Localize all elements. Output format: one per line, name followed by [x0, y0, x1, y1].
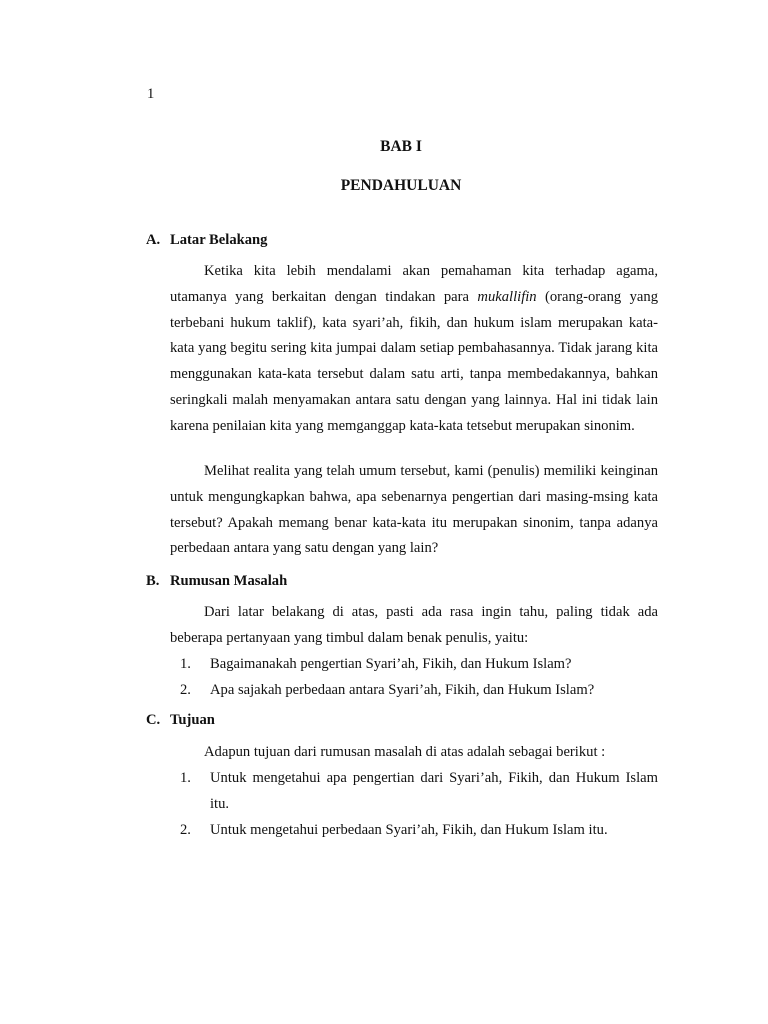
paragraph-latar-belakang-1 — [170, 259, 658, 440]
section-heading-tujuan — [146, 712, 215, 729]
paragraph-text: Ketika kita lebih mendalami akan pemahaman kita terhadap agama, utamanya yang berkaitan dengan tindakan para — [170, 263, 658, 305]
italic-term: mukallifin — [477, 288, 537, 305]
list-item-number: 2. — [180, 681, 191, 698]
section-title: Tujuan — [170, 712, 215, 728]
section-heading-rumusan-masalah — [146, 573, 287, 590]
list-item-text: Apa sajakah perbedaan antara Syari’ah, Fikih, dan Hukum Islam? — [210, 681, 595, 698]
list-item — [180, 818, 658, 844]
paragraph-text: (orang-orang yang terbebani hukum taklif), kata syari’ah, fikih, dan hukum islam merupakan kata-kata yang begitu sering kita jumpai dalam setiap pembahasannya. Tidak jarang kita menggunakan kata-kata tersebut dalam satu arti, tanpa membedakannya, bahkan seringkali malah menyamakan antara satu dengan yang lainnya. Hal ini tidak lain karena penilaian kita yang memganggap kata-kata tetsebut merupakan sinonim. — [170, 288, 658, 434]
paragraph-tujuan — [170, 740, 658, 766]
section-letter: B. — [146, 573, 160, 589]
paragraph-latar-belakang-2 — [170, 459, 658, 562]
section-title: Rumusan Masalah — [170, 573, 288, 589]
list-item-text: Bagaimanakah pengertian Syari’ah, Fikih, dan Hukum Islam? — [210, 656, 572, 672]
list-item — [180, 652, 658, 678]
list-item-number: 2. — [180, 821, 191, 838]
list-item-number: 1. — [180, 656, 191, 672]
list-rumusan-masalah — [180, 652, 658, 704]
list-item-text: Untuk mengetahui apa pengertian dari Syari’ah, Fikih, dan Hukum Islam itu. — [210, 770, 658, 812]
chapter-title: PENDAHULUAN — [340, 177, 462, 194]
section-letter: C. — [146, 712, 161, 728]
list-item — [180, 766, 658, 818]
paragraph-text: Adapun tujuan dari rumusan masalah di atas adalah sebagai berikut : — [204, 744, 606, 760]
page-number: 1 — [147, 86, 155, 102]
section-title: Latar Belakang — [170, 232, 268, 248]
list-tujuan — [180, 766, 658, 843]
list-item-text: Untuk mengetahui perbedaan Syari’ah, Fikih, dan Hukum Islam itu. — [210, 821, 608, 838]
paragraph-text: Dari latar belakang di atas, pasti ada rasa ingin tahu, paling tidak ada beberapa pertanyaan yang timbul dalam benak penulis, yaitu: — [170, 604, 658, 646]
list-item-number: 1. — [180, 770, 191, 786]
paragraph-rumusan-masalah — [170, 600, 658, 652]
section-letter: A. — [146, 232, 161, 248]
paragraph-text: Melihat realita yang telah umum tersebut, kami (penulis) memiliki keinginan untuk mengungkapkan bahwa, apa sebenarnya pengertian dari masing-msing kata tersebut? Apakah memang benar kata-kata itu merupakan sinonim, tanpa adanya perbedaan antara yang satu dengan yang lain? — [170, 463, 658, 557]
list-item — [180, 678, 658, 704]
section-heading-latar-belakang — [146, 232, 267, 249]
chapter-number: BAB I — [380, 138, 422, 155]
